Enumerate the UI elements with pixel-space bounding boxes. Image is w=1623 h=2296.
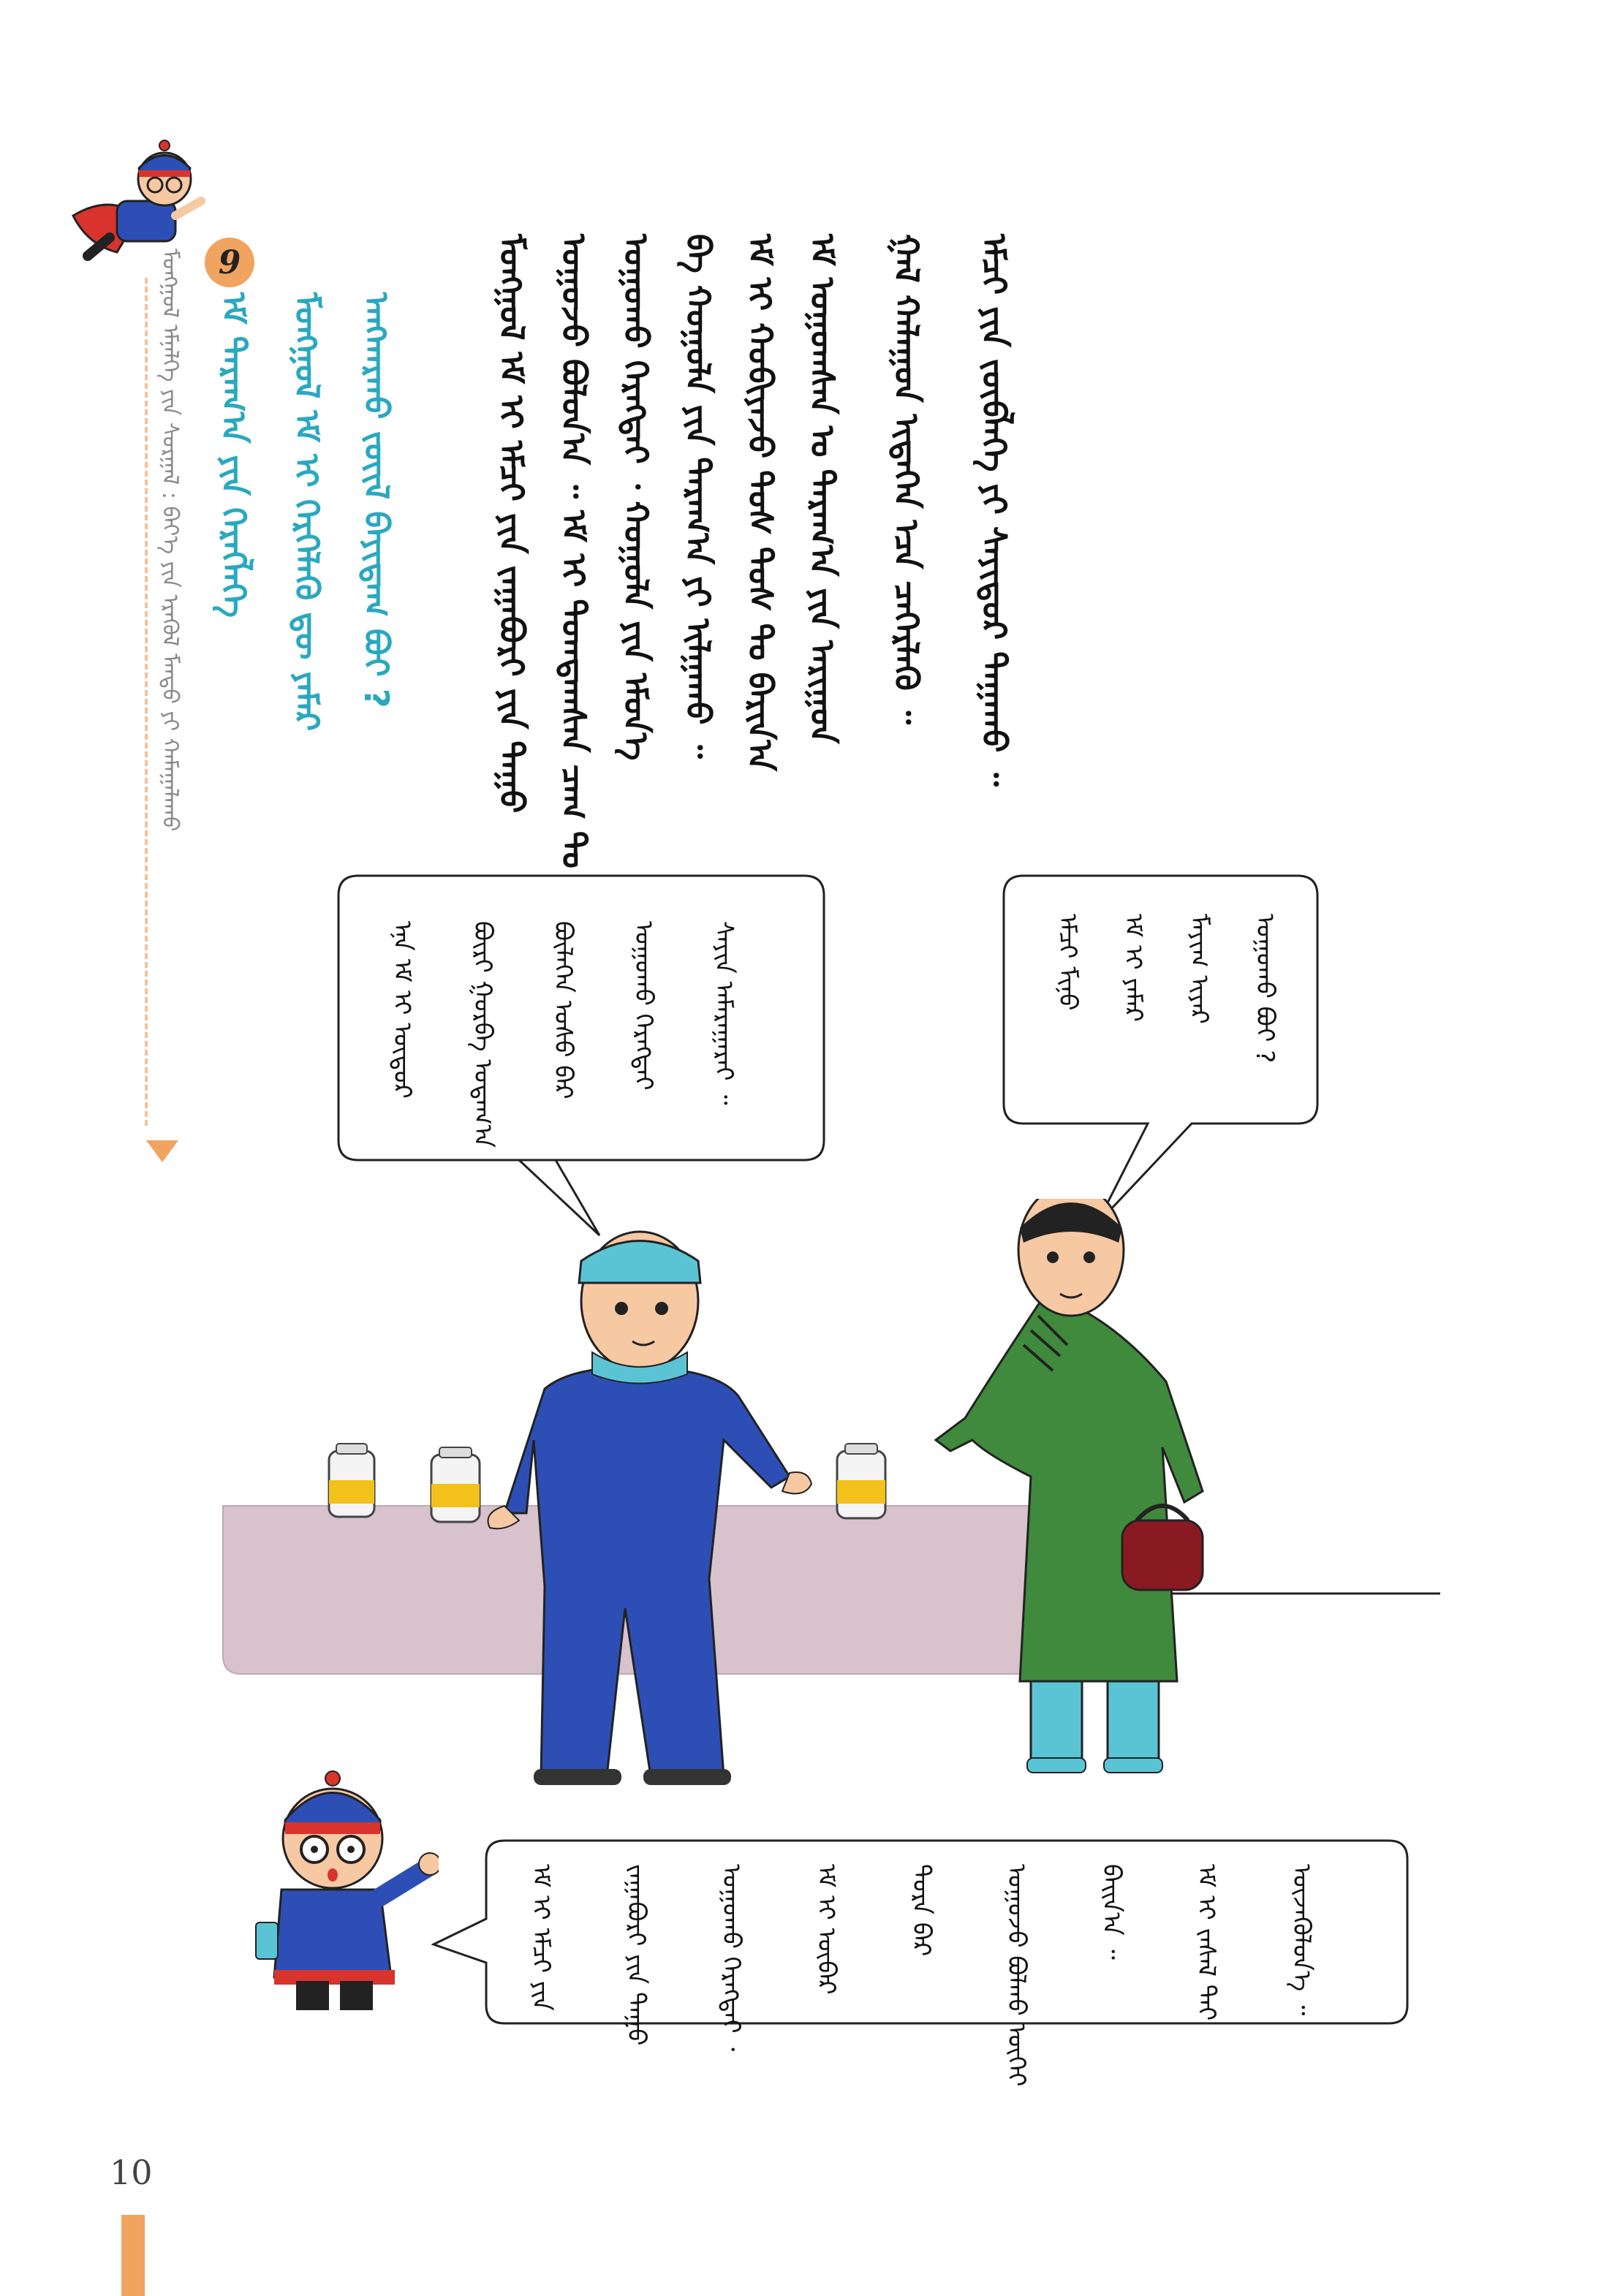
lesson-title-line-3: ᠠᠩᠬᠠᠷᠬᠤ ᠵᠦᠢᠯ ᠪᠠᠶᠢᠳᠠᠭ ᠪᠤᠢ ? <box>357 292 396 708</box>
doctor-line-2: ᠪᠦᠷᠢ ᠭᠤᠷᠪᠠ ᠤᠳᠠᠭ᠎ᠠ <box>468 921 497 1148</box>
boy-speech-bubble <box>512 1857 1389 2087</box>
body-line-5: ᠡᠮ ᠢ ᠬᠤᠪᠢᠶᠠᠵᠤ ᠲᠤᠰ ᠲᠤᠰ ᠲᠤ ᠪᠠᠷᠢᠨ᠎ᠠ <box>741 234 780 771</box>
medicine-jar-icon <box>329 1444 374 1517</box>
medicine-jar-icon <box>837 1444 885 1518</box>
pharmacy-scene <box>212 1199 1455 1798</box>
boy-line-7: ᠪᠠᠢᠨ᠎ᠠ ᠃ <box>1097 1864 1126 1960</box>
body-line-1: ᠮᠣᠩᠭᠤᠯ ᠡᠮ ᠢ ᠡᠮᠴᠢ ᠶᠢᠨ ᠵᠠᠭᠠᠪᠤᠷᠢ ᠶᠢᠨ ᠳᠠᠭᠤ <box>492 234 531 814</box>
patient-figure <box>936 1199 1203 1773</box>
patient-line-1: ᠡᠮᠴᠢ ᠮᠢᠨᠦ <box>1053 914 1082 1011</box>
patient-speech-bubble <box>1031 899 1294 1104</box>
pointing-boy-mascot-icon <box>241 1758 439 2021</box>
patient-line-2: ᠡᠮ ᠢ ᠶᠠᠮᠠᠷ <box>1119 914 1148 1022</box>
patient-line-4: ᠤᠭᠤᠬᠤ ᠪᠤᠢ ? <box>1250 914 1279 1064</box>
medicine-jar-icon <box>431 1447 480 1522</box>
boy-line-6: ᠤᠭᠤᠵᠤ ᠪᠣᠯᠬᠤ ᠦᠭᠡᠢ <box>1002 1864 1031 2087</box>
doctor-line-4: ᠤᠭᠤᠬᠤ ᠬᠡᠷᠡᠭᠲᠡᠢ <box>629 921 658 1091</box>
flying-boy-mascot-icon <box>66 135 219 274</box>
lesson-title-line-1: ᠡᠮ ᠲᠠᠷᠠᠭ᠎ᠠ ᠶᠢᠨ ᠬᠡᠷᠡᠭᠯᠡᠭᠡ <box>214 292 254 618</box>
page-edge-bar <box>121 2215 145 2296</box>
patient-line-3: ᠮᠠᠶᠢᠭ ᠢᠶᠠᠷ <box>1184 914 1214 1024</box>
body-line-6: ᠡᠮ ᠤᠭᠤᠭᠰᠠᠨ ᠤ ᠳᠠᠷᠠᠭ᠎ᠠ ᠶᠢᠨ ᠠᠷᠢᠭᠤᠨ <box>803 234 842 744</box>
body-line-2: ᠤᠭᠤᠵᠤ ᠪᠣᠯᠤᠨ᠎ᠠ ᠃ ᠡᠮ ᠢ ᠲᠣᠭᠲᠠᠭᠰᠠᠨ ᠴᠠᠭ ᠲᠤ <box>554 234 594 868</box>
boy-line-8: ᠡᠮ ᠢ ᠵᠠᠰᠠᠯ ᠲᠠᠢ <box>1192 1864 1221 2021</box>
header-divider <box>145 278 148 1126</box>
body-line-3: ᠤᠭᠤᠬᠤ ᠬᠡᠷᠡᠭᠲᠡᠢ ᠂ ᠬᠣᠭᠣᠯᠠ ᠶᠢᠨ ᠡᠮᠦᠨ᠎ᠡ <box>616 234 656 761</box>
boy-line-4: ᠡᠮ ᠢ ᠥᠪᠡᠷ <box>812 1864 841 1995</box>
doctor-line-1: ᠡᠨᠡ ᠡᠮ ᠢ ᠥᠳᠦᠷ <box>387 921 417 1099</box>
boy-line-5: ᠳᠤᠷᠠ ᠪᠠᠷ <box>907 1864 936 1957</box>
page-number: 10 <box>110 2153 153 2192</box>
lesson-number-badge: 9 <box>205 238 254 287</box>
body-line-4: ᠪᠠ ᠬᠣᠭᠣᠯᠠ ᠶᠢᠨ ᠳᠠᠷᠠᠭ᠎ᠠ ᠶᠢ ᠢᠯᠭᠠᠬᠤ ᠃ <box>678 234 718 759</box>
boy-line-9: ᠦᠵᠡᠭᠦᠯᠦᠨ᠎ᠡ ᠃ <box>1287 1864 1316 2016</box>
doctor-line-5: ᠰᠠᠶᠢᠨ ᠠᠮᠠᠷᠠᠭᠠᠷᠠᠢ ᠃ <box>709 921 738 1105</box>
running-header: ᠮᠣᠩᠭᠤᠯ ᠡᠮᠨᠡᠯᠭᠡ ᠶᠢᠨ ᠰᠤᠷᠭᠠᠯ : ᠪᠡᠶ᠎ᠡ ᠶᠢᠨ ᠡᠷᠡᠭᠦᠯ ᠮᠡᠨᠳᠦ ᠶᠢ ᠬᠠᠮᠠᠭᠠᠯᠠᠬᠤ <box>157 249 183 832</box>
body-line-8: ᠡᠮᠴᠢ ᠶᠢᠨ ᠵᠦᠪᠯᠡᠭᠡ ᠶᠢ ᠰᠠᠶᠢᠲᠤᠷ ᠳᠠᠭᠠᠬᠤ ᠃ <box>975 234 1014 787</box>
header-marker-icon <box>146 1140 178 1162</box>
boy-line-2: ᠵᠠᠭᠠᠪᠤᠷᠢ ᠶᠢᠨ ᠳᠠᠭᠤ <box>621 1864 651 2046</box>
boy-line-1: ᠡᠮ ᠢ ᠡᠮᠴᠢ ᠶᠢᠨ <box>526 1864 556 2011</box>
boy-line-3: ᠤᠭᠤᠬᠤ ᠬᠡᠷᠡᠭᠲᠡᠢ ᠂ <box>716 1864 746 2052</box>
lesson-title-line-2: ᠮᠣᠩᠭᠤᠯ ᠡᠮ ᠢ ᠬᠡᠷᠭᠡᠯᠡᠬᠦ ᠳᠦ ᠶᠠᠮᠠᠷ <box>287 292 327 732</box>
doctor-line-3: ᠪᠦᠯᠡᠭᠡᠨ ᠤᠰᠤ ᠪᠠᠷ <box>548 921 578 1099</box>
body-line-7: ᠭᠠᠯ ᠬᠠᠯᠠᠭᠤᠨ ᠢᠳᠡᠭᠡᠨ ᠡᠴᠡ ᠴᠡᠭᠡᠷᠯᠡᠬᠦ ᠃ <box>887 234 926 725</box>
doctor-speech-bubble <box>366 906 804 1148</box>
